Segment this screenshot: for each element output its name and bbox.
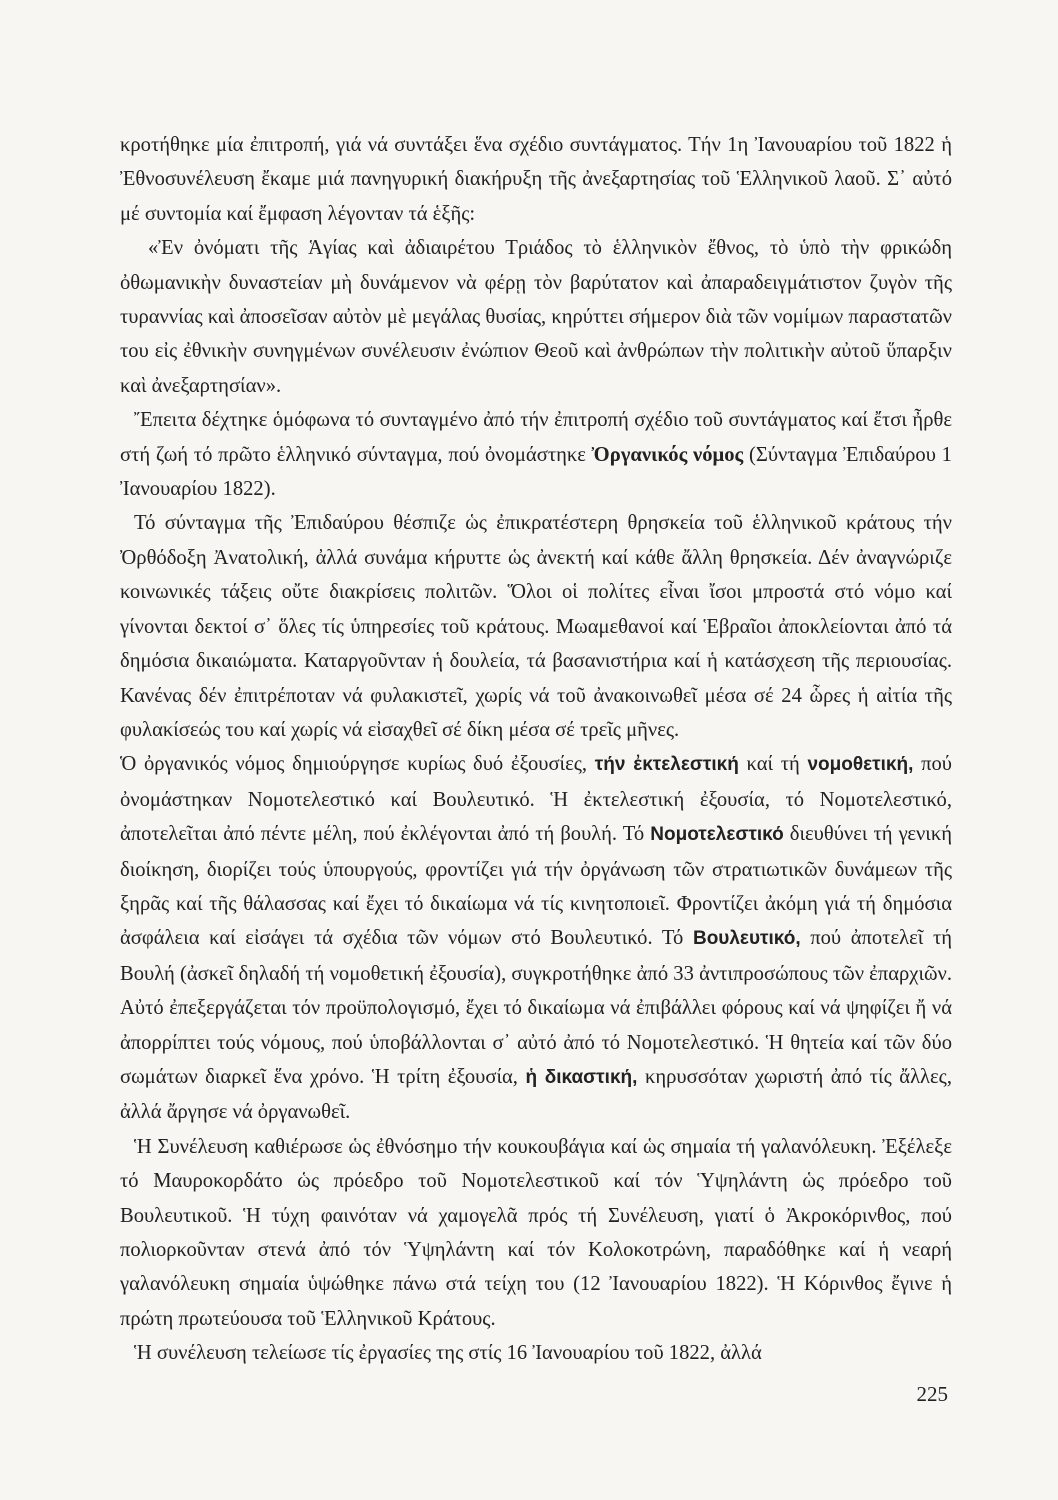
bold-term: νομοθετική, <box>807 754 914 776</box>
bold-term: ἡ δικαστική, <box>525 1066 638 1088</box>
declaration-quote: «Ἐν ὀνόματι τῆς Ἁγίας καὶ ἀδιαιρέτου Τριάδος τὸ ἑλληνικὸν ἔθνος, τὸ ὑπὸ τὴν φρικώδη ὀθωμανικὴν δυναστείαν μὴ δυνάμενον νὰ φέρῃ τὸν βαρύτατον καὶ ἀπαραδειγμάτιστον ζυγὸν τῆς τυραννίας καὶ ἀποσεῖσαν αὐτὸν μὲ μεγάλας θυσίας, κηρύττει σήμερον διὰ τῶν νομίμων παραστατῶν του εἰς ἐθνικὴν συνηγμένων συνέλευσιν ἐνώπιον Θεοῦ καὶ ἀνθρώπων τὴν πολιτικὴν αὐτοῦ ὕπαρξιν καὶ ἀνεξαρτησίαν». <box>120 237 952 397</box>
paragraph: κροτήθηκε μία ἐπιτροπή, γιά νά συντάξει ἕνα σχέδιο συντάγματος. Τήν 1η Ἰανουαρίου τοῦ 1822 ἡ Ἐθνοσυνέλευση ἔκαμε μιά πανηγυρική διακήρυξη τῆς ἀνεξαρτησίας τοῦ Ἑλληνικοῦ λαοῦ. Σ᾽ αὐτό μέ συντομία καί ἔμφαση λέγονταν τά ἑξῆς: <box>120 134 952 225</box>
bold-term: Βουλευτικό, <box>692 928 801 950</box>
page-number: 225 <box>916 1382 948 1406</box>
bold-term: Ὀργανικός νόμος <box>591 443 744 466</box>
bold-term: τήν ἐκτελεστική <box>594 754 739 776</box>
paragraph: Ἡ Συνέλευση καθιέρωσε ὡς ἐθνόσημο τήν κουκουβάγια καί ὡς σημαία τή γαλανόλευκη. Ἐξέλεξε τό Μαυροκορδάτο ὡς πρόεδρο τοῦ Νομοτελεστικοῦ καί τόν Ὑψηλάντη ὡς πρόεδρο τοῦ Βουλευτικοῦ. Ἡ τύχη φαινόταν νά χαμογελᾶ πρός τή Συνέλευση, γιατί ὁ Ἀκροκόρινθος, πού πολιορκοῦνταν στενά ἀπό τόν Ὑψηλάντη καί τόν Κολοκοτρώνη, παραδόθηκε καί ἡ νεαρή γαλανόλευκη σημαία ὑψώθηκε πάνω στά τείχη του (12 Ἰανουαρίου 1822). Ἡ Κόρινθος ἔγινε ἡ πρώτη πρωτεύουσα τοῦ Ἑλληνικοῦ Κράτους. <box>120 1135 952 1330</box>
paragraph: Τό σύνταγμα τῆς Ἐπιδαύρου θέσπιζε ὡς ἐπικρατέστερη θρησκεία τοῦ ἑλληνικοῦ κράτους τήν Ὀρθόδοξη Ἀνατολική, ἀλλά συνάμα κήρυττε ὡς ἀνεκτή καί κάθε ἄλλη θρησκεία. Δέν ἀναγνώριζε κοινωνικές τάξεις οὔτε διακρίσεις πολιτῶν. Ὅλοι οἱ πολίτες εἶναι ἴσοι μπροστά στό νόμο καί γίνονται δεκτοί σ᾽ ὅλες τίς ὑπηρεσίες τοῦ κράτους. Μωαμεθανοί καί Ἑβραῖοι ἀποκλείονται ἀπό τά δημόσια δικαιώματα. Καταργοῦνταν ἡ δουλεία, τά βασανιστήρια καί ἡ κατάσχεση τῆς περιουσίας. Κανένας δέν ἐπιτρέποταν νά φυλακιστεῖ, χωρίς νά τοῦ ἀνακοινωθεῖ μέσα σέ 24 ὧρες ἡ αἰτία τῆς φυλακίσεώς του καί χωρίς νά εἰσαχθεῖ σέ δίκη μέσα σέ τρεῖς μῆνες. <box>120 512 952 741</box>
paragraph: Ἔπειτα δέχτηκε ὁμόφωνα τό συνταγμένο ἀπό τήν ἐπιτροπή σχέδιο τοῦ συντάγματος καί ἔτσι ἦρθε στή ζωή τό πρῶτο ἑλληνικό σύνταγμα, πού ὀνομάστηκε Ὀργανικός νόμος (Σύνταγμα Ἐπιδαύρου 1 Ἰανουαρίου 1822). <box>120 409 952 501</box>
paragraph: Ἡ συνέλευση τελείωσε τίς ἐργασίες της στίς 16 Ἰανουαρίου τοῦ 1822, ἀλλά <box>134 1342 762 1365</box>
bold-term: Νομοτελεστικό <box>650 824 784 846</box>
body-text <box>120 128 952 1371</box>
paragraph: Ὁ ὀργανικός νόμος δημιούργησε κυρίως δυό ἐξουσίες, τήν ἐκτελεστική καί τή νομοθετική, πού ὀνομάστηκαν Νομοτελεστικό καί Βουλευτικό. Ἡ ἐκτελεστική ἐξουσία, τό Νομοτελεστικό, ἀποτελεῖται ἀπό πέντε μέλη, πού ἐκλέγονται ἀπό τή βουλή. Τό Νομοτελεστικό διευθύνει τή γενική διοίκηση, διορίζει τούς ὑπουργούς, φροντίζει γιά τήν ὀργάνωση τῶν στρατιωτικῶν δυνάμεων τῆς ξηρᾶς καί τῆς θάλασσας καί ἔχει τό δικαίωμα νά τίς κινητοποιεῖ. Φροντίζει ἀκόμη γιά τή δημόσια ἀσφάλεια καί εἰσάγει τά σχέδια τῶν νόμων στό Βουλευτικό. Τό Βουλευτικό, πού ἀποτελεῖ τή Βουλή (ἀσκεῖ δηλαδή τή νομοθετική ἐξουσία), συγκροτήθηκε ἀπό 33 ἀντιπροσώπους τῶν ἐπαρχιῶν. Αὐτό ἐπεξεργάζεται τόν προϋπολογισμό, ἔχει τό δικαίωμα νά ἐπιβάλλει φόρους καί νά ψηφίζει ἤ νά ἀπορρίπτει τούς νόμους, πού ὑποβάλλονται σ᾽ αὐτό ἀπό τό Νομοτελεστικό. Ἡ θητεία καί τῶν δύο σωμάτων διαρκεῖ ἕνα χρόνο. Ἡ τρίτη ἐξουσία, ἡ δικαστική, κηρυσσόταν χωριστή ἀπό τίς ἄλλες, ἀλλά ἄργησε νά ὀργανωθεῖ. <box>120 753 952 1124</box>
